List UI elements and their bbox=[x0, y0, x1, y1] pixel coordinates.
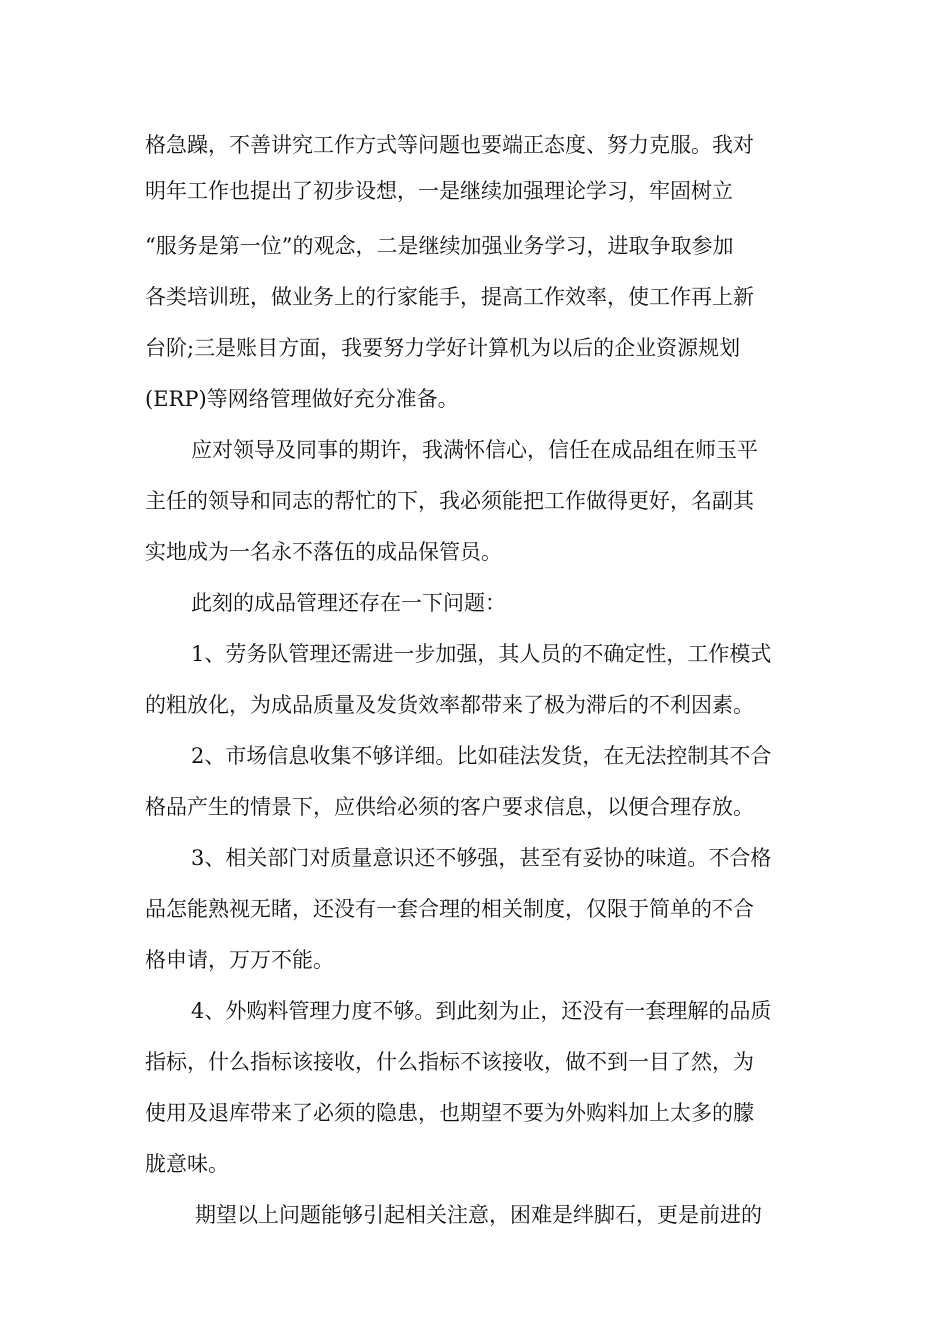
text-line: 主任的领导和同志的帮忙的下，我必须能把工作做得更好，名副其 bbox=[145, 489, 754, 513]
text-line: 使用及退库带来了必须的隐患，也期望不要为外购料加上太多的朦 bbox=[145, 1101, 754, 1125]
text-line: 的粗放化，为成品质量及发货效率都带来了极为滞后的不利因素。 bbox=[145, 693, 754, 717]
list-item-line: 3、相关部门对质量意识还不够强，甚至有妥协的味道。不合格 bbox=[191, 846, 772, 870]
list-item-line: 4、外购料管理力度不够。到此刻为止，还没有一套理解的品质 bbox=[191, 999, 772, 1023]
list-item-line: 2、市场信息收集不够详细。比如硅法发货，在无法控制其不合 bbox=[191, 744, 772, 768]
text-line: 格急躁，不善讲究工作方式等问题也要端正态度、努力克服。我对 bbox=[145, 133, 754, 157]
paragraph-start-line: 此刻的成品管理还存在一下问题： bbox=[191, 591, 506, 615]
text-line: “服务是第一位”的观念，二是继续加强业务学习，进取争取参加 bbox=[145, 234, 734, 258]
text-line: 实地成为一名永不落伍的成品保管员。 bbox=[145, 540, 502, 564]
text-line: 台阶;三是账目方面，我要努力学好计算机为以后的企业资源规划 bbox=[145, 336, 741, 360]
text-line: 胧意味。 bbox=[145, 1152, 229, 1176]
text-line: 格品产生的情景下，应供给必须的客户要求信息，以便合理存放。 bbox=[145, 795, 754, 819]
text-line: 明年工作也提出了初步设想，一是继续加强理论学习，牢固树立 bbox=[145, 179, 733, 203]
paragraph-start-line: 期望以上问题能够引起相关注意，困难是绊脚石，更是前进的 bbox=[195, 1203, 762, 1227]
list-item-line: 1、劳务队管理还需进一步加强，其人员的不确定性，工作模式 bbox=[191, 642, 772, 666]
text-line: 各类培训班，做业务上的行家能手，提高工作效率，使工作再上新 bbox=[145, 285, 754, 309]
text-line: 指标，什么指标该接收，什么指标不该接收，做不到一目了然，为 bbox=[145, 1050, 754, 1074]
paragraph-start-line: 应对领导及同事的期许，我满怀信心，信任在成品组在师玉平 bbox=[191, 438, 758, 462]
text-line: (ERP)等网络管理做好充分准备。 bbox=[145, 387, 459, 411]
text-line: 格申请，万万不能。 bbox=[145, 948, 334, 972]
text-line: 品怎能熟视无睹，还没有一套合理的相关制度，仅限于简单的不合 bbox=[145, 897, 754, 921]
